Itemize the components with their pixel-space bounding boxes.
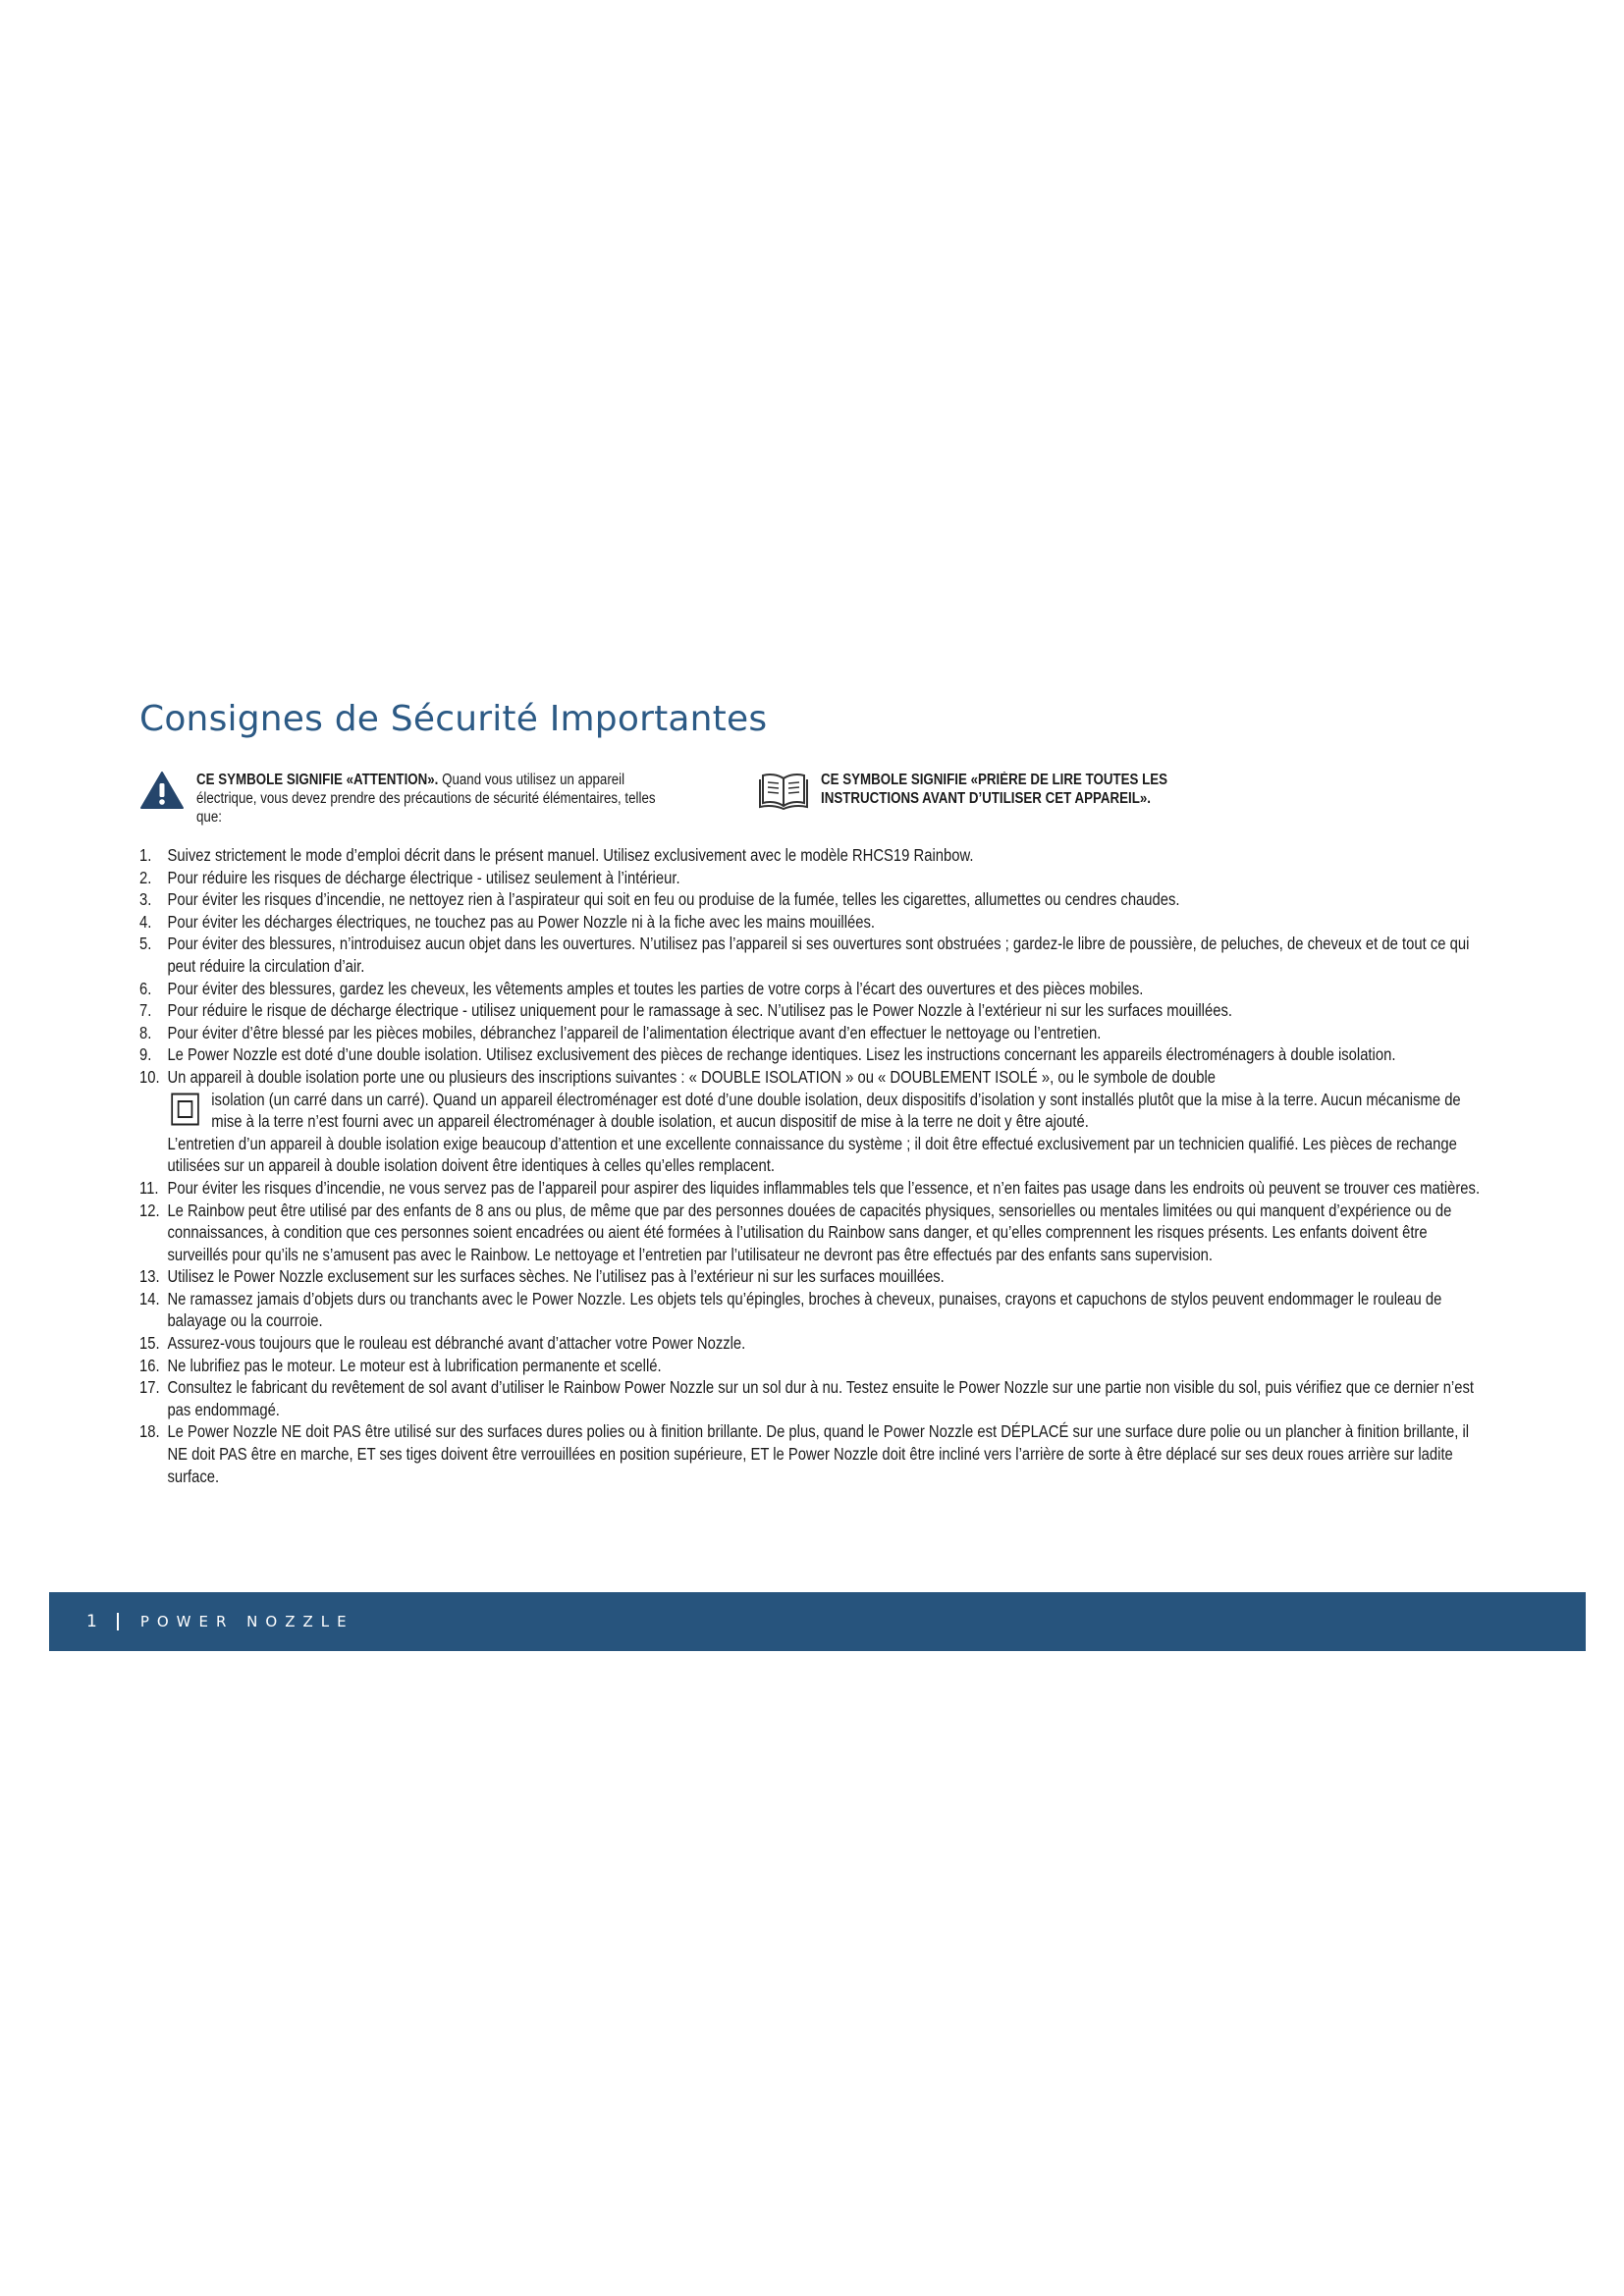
attention-symbol-note — [139, 771, 748, 827]
rule-number: 15. — [139, 1333, 160, 1354]
rule-text: Le Rainbow peut être utilisé par des enfants de 8 ans ou plus, de même que par des personnes douées de capacités physiques, sensorielles ou mentales limitées ou qui manquent d’expérience ou de connaissances, à condition que ces personnes soient encadrées ou aient été formées à l’utilisation du Rainbow sans danger, et qu’elles comprennent les risques présents. Les enfants doivent être surveillés pour qu’ils ne s’amusent pas avec le Rainbow. Le nettoyage et l’entretien par l’utilisateur ne devront pas être effectués par des enfants sans supervision. — [167, 1200, 1452, 1264]
rule-number: 16. — [139, 1355, 160, 1375]
rule-text: Ne lubrifiez pas le moteur. Le moteur est à lubrification permanente et scellé. — [167, 1355, 662, 1375]
attention-symbol-lead: CE SYMBOLE SIGNIFIE «ATTENTION». — [196, 772, 439, 788]
rule-number: 4. — [139, 911, 152, 932]
rule-number: 1. — [139, 845, 152, 865]
double-insulation-row — [167, 1089, 1485, 1133]
rule-number: 17. — [139, 1377, 160, 1398]
page-title: Consignes de Sécurité Importantes — [139, 699, 768, 739]
rule-item-double-insulation — [139, 1066, 1486, 1177]
rule-text: Pour éviter les décharges électriques, ne touchez pas au Power Nozzle ni à la fiche avec les mains mouillées. — [167, 911, 876, 932]
rule-number: 9. — [139, 1044, 152, 1065]
rule-text: Assurez-vous toujours que le rouleau est débranché avant d’attacher votre Power Nozzle. — [167, 1333, 746, 1354]
warning-triangle-icon — [139, 771, 185, 815]
rule-number: 3. — [139, 889, 152, 910]
rule-text: Pour éviter les risques d’incendie, ne vous servez pas de l’appareil pour aspirer des liquides inflammables tels que l’essence, et n’en faites pas usage dans les endroits où peuvent se trouver ces matières. — [167, 1177, 1481, 1198]
rule-text: Pour éviter des blessures, gardez les cheveux, les vêtements amples et toutes les parties de votre corps à l’écart des ouvertures et des pièces mobiles. — [167, 978, 1144, 998]
rule-number: 2. — [139, 867, 152, 887]
rule-number: 13. — [139, 1266, 160, 1287]
rule-item — [139, 1177, 1486, 1200]
read-symbol-text: CE SYMBOLE SIGNIFIE «PRIÈRE DE LIRE TOUTES LES INSTRUCTIONS AVANT D’UTILISER CET APPAREIL». — [821, 772, 1168, 807]
rule-number: 8. — [139, 1022, 152, 1042]
double-insulation-rest: L’entretien d’un appareil à double isolation exige beaucoup d’attention et une excellente connaissance du système ; il doit être effectué exclusivement par un technicien qualifié. Les pièces de rechange utilisées sur un appareil à double isolation doivent être identiques à celles qu’elles remplacent. — [167, 1133, 1457, 1176]
rule-number: 10. — [139, 1066, 160, 1087]
rule-item — [139, 1376, 1486, 1420]
double-insulation-intro: Un appareil à double isolation porte une ou plusieurs des inscriptions suivantes : « DOUBLE ISOLATION » ou « DOUBLEMENT ISOLÉ », ou le symbole de double — [167, 1066, 1217, 1087]
footer-bar — [49, 1592, 1586, 1651]
footer-divider — [117, 1613, 119, 1630]
rule-item — [139, 933, 1486, 977]
rule-text: Le Power Nozzle est doté d’une double isolation. Utilisez exclusivement des pièces de rechange identiques. Lisez les instructions concernant les appareils électroménagers à double isolation. — [167, 1044, 1396, 1065]
rule-item — [139, 1022, 1486, 1044]
page-number: 1 — [86, 1612, 97, 1631]
rule-text: Utilisez le Power Nozzle exclusement sur les surfaces sèches. Ne l’utilisez pas à l’extérieur ni sur les surfaces mouillées. — [167, 1266, 945, 1287]
safety-rules-list — [139, 844, 1485, 1487]
rule-text: Pour réduire le risque de décharge électrique - utilisez uniquement pour le ramassage à sec. N’utilisez pas le Power Nozzle à l’extérieur ni sur les surfaces mouillées. — [167, 1000, 1232, 1021]
rule-text: Suivez strictement le mode d’emploi décrit dans le présent manuel. Utilisez exclusivement avec le modèle RHCS19 Rainbow. — [167, 845, 974, 865]
rule-item — [139, 1043, 1486, 1066]
rule-text: Pour éviter des blessures, n’introduisez aucun objet dans les ouvertures. N’utilisez pas l’appareil si ses ouvertures sont obstruées ; gardez-le libre de poussière, de peluches, de cheveux et de tout ce qui peut réduire la circulation d’air. — [167, 934, 1470, 976]
rule-item — [139, 911, 1486, 934]
rule-item — [139, 888, 1486, 911]
rule-item — [139, 999, 1486, 1022]
rule-item — [139, 844, 1486, 867]
rule-text: Pour éviter d’être blessé par les pièces mobiles, débranchez l’appareil de l’alimentation électrique avant d’en effectuer le nettoyage ou l’entretien. — [167, 1022, 1102, 1042]
rule-item — [139, 1200, 1486, 1266]
rule-text — [167, 1066, 1485, 1177]
open-book-icon — [758, 771, 809, 815]
rule-number: 12. — [139, 1200, 160, 1220]
read-instructions-symbol-note — [758, 771, 1308, 815]
rule-text: Pour éviter les risques d’incendie, ne nettoyez rien à l’aspirateur qui soit en feu ou produise de la fumée, telles les cigarettes, allumettes ou cendres chaudes. — [167, 889, 1180, 910]
rule-number: 11. — [139, 1177, 159, 1198]
attention-symbol-desc: Quand vous utilisez un appareil électrique, vous devez prendre des précautions de sécurité élémentaires, telles que: — [196, 772, 656, 826]
rule-item — [139, 1288, 1486, 1332]
double-insulation-desc: isolation (un carré dans un carré). Quand un appareil électroménager est doté d’une double isolation, deux dispositifs d’isolation y sont installés plutôt que la mise à la terre. Aucun mécanisme de mise à la terre n’est fourni avec un appareil électroménager à double isolation, et aucun dispositif de mise à la terre ne doit y être ajouté. — [211, 1089, 1461, 1132]
rule-number: 7. — [139, 1000, 152, 1021]
rule-number: 18. — [139, 1421, 160, 1442]
rule-item — [139, 1265, 1486, 1288]
double-insulation-icon — [171, 1093, 199, 1132]
rule-item — [139, 978, 1486, 1000]
rule-number: 5. — [139, 934, 152, 954]
rule-text: Pour réduire les risques de décharge électrique - utilisez seulement à l’intérieur. — [167, 867, 680, 887]
rule-item — [139, 1332, 1486, 1355]
rule-item — [139, 1420, 1486, 1487]
attention-symbol-text — [196, 771, 671, 827]
rule-text: Le Power Nozzle NE doit PAS être utilisé sur des surfaces dures polies ou à finition brillante. De plus, quand le Power Nozzle est DÉPLACÉ sur une surface dure polie ou un plancher à finition brillante, il NE doit PAS être en marche, ET ses tiges doivent être verrouillées en position supérieure, ET le Power Nozzle doit être incliné vers l’arrière de sorte à être déplacé sur ses deux roues arrière sur ladite surface. — [167, 1421, 1470, 1486]
footer-product-label: POWER NOZZLE — [139, 1613, 354, 1630]
rule-text: Consultez le fabricant du revêtement de sol avant d’utiliser le Rainbow Power Nozzle sur un sol dur à nu. Testez ensuite le Power Nozzle sur une partie non visible du sol, puis vérifiez que ce dernier n’est pas endommagé. — [167, 1377, 1474, 1419]
rule-item — [139, 1355, 1486, 1377]
rule-number: 6. — [139, 978, 152, 998]
rule-text: Ne ramassez jamais d’objets durs ou tranchants avec le Power Nozzle. Les objets tels qu’épingles, broches à cheveux, punaises, crayons et capuchons de stylos peuvent endommager le rouleau de balayage ou la courroie. — [167, 1288, 1442, 1331]
rule-number: 14. — [139, 1288, 160, 1308]
rule-item — [139, 867, 1486, 889]
